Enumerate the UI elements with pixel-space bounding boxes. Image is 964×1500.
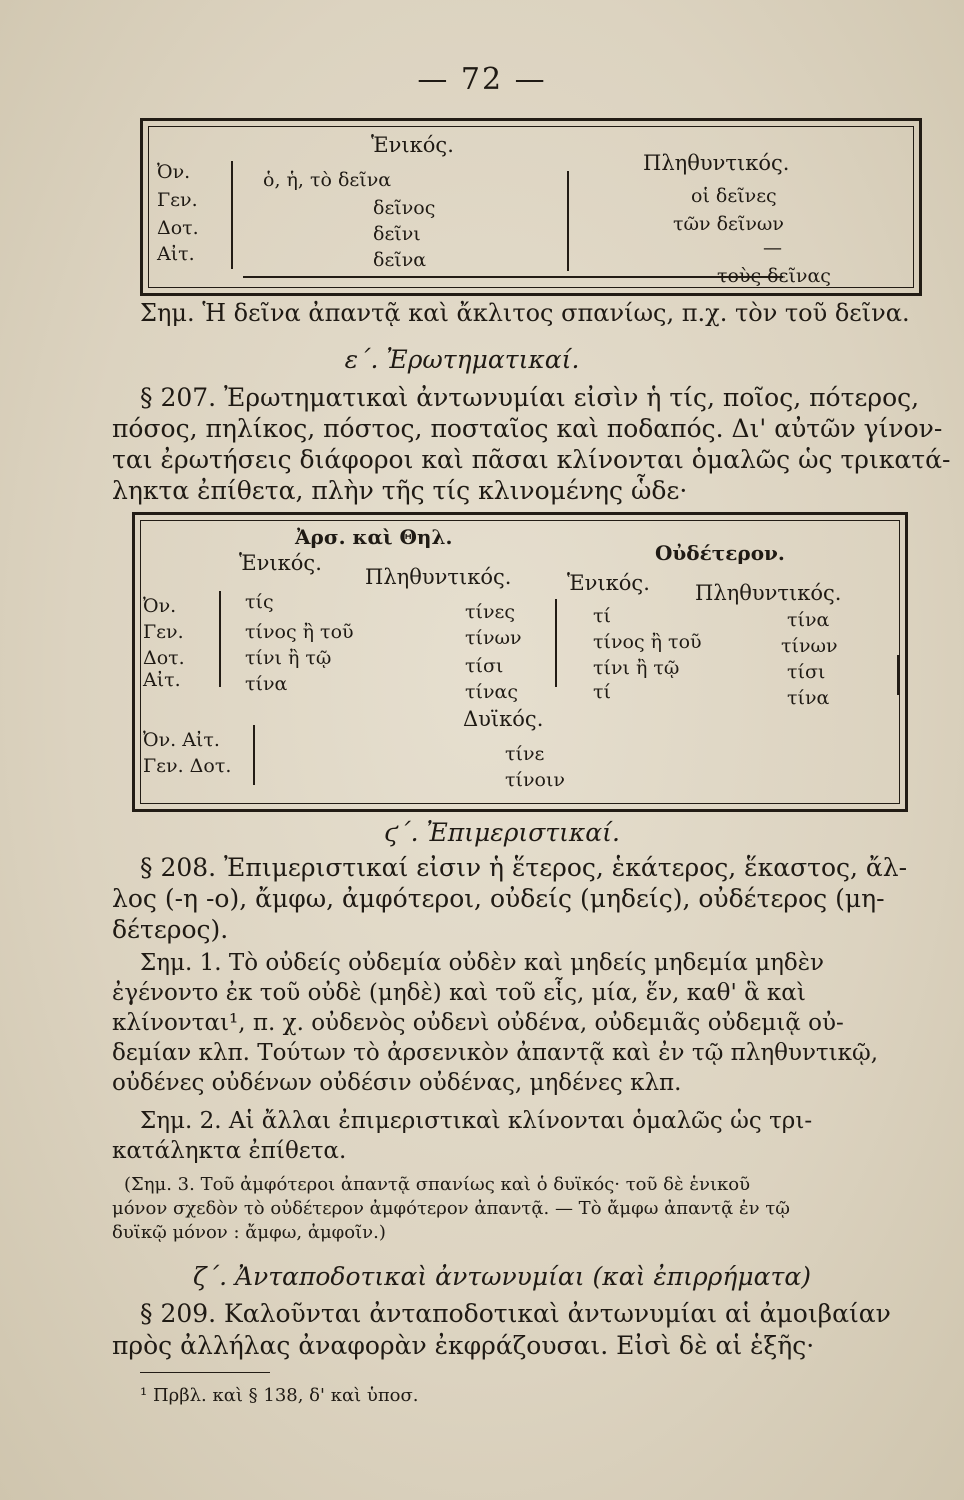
table2-n-sing-gen: τίνος ἢ τοῦ <box>593 631 702 653</box>
table1-plur-acc: τοὺς δεῖνας <box>717 265 831 287</box>
table2-n-plur-dat: τίσι <box>787 661 826 683</box>
note-deina: Σημ. Ἡ δεῖνα ἀπαντᾷ καὶ ἄκλιτος σπανίως, π.χ. τὸν τοῦ δεῖνα. <box>140 299 910 327</box>
table1-sing-nom: ὁ, ἡ, τὸ δεῖνα <box>263 169 392 191</box>
note-208-1-line4: δεμίαν κλπ. Τούτων τὸ ἀρσενικὸν ἀπαντᾷ καὶ ἐν τῷ πληθυντικῷ, <box>112 1040 879 1066</box>
table1-sing-acc: δεῖνα <box>373 249 427 271</box>
table1-plur-gen: τῶν δεῖνων <box>673 213 784 235</box>
table2-mf-sing-nom: τίς <box>245 591 274 613</box>
note-208-2-line2: κατάληκτα ἐπίθετα. <box>112 1138 347 1164</box>
table1-sing-dat: δεῖνι <box>373 223 421 245</box>
section-st-heading: ϛ΄. Ἐπιμεριστικαί. <box>384 818 620 847</box>
para-208-line2: λος (-η -ο), ἄμφω, ἀμφότεροι, οὐδείς (μηδείς), οὐδέτερος (μη- <box>112 884 885 913</box>
table2-n-sing-dat: τίνι ἢ τῷ <box>593 657 680 679</box>
table1-plur-dat: — <box>763 237 782 259</box>
note-208-1-line3: κλίνονται¹, π. χ. οὐδενὸς οὐδενὶ οὐδένα, οὐδεμιᾶς οὐδεμιᾷ οὐ- <box>112 1010 844 1036</box>
para-207-line4: ληκτα ἐπίθετα, πλὴν τῆς τίς κλινομένης ὧδε· <box>112 476 688 505</box>
table2-n-sing-acc: τί <box>593 681 611 703</box>
table2-n-plur-gen: τίνων <box>781 635 838 657</box>
table1-header-singular: Ἑνικός. <box>371 133 454 157</box>
table2-header-mf: Ἀρσ. καὶ Θηλ. <box>295 525 453 549</box>
para-208-line3: δέτερος). <box>112 915 229 944</box>
table2-case-gen: Γεν. <box>143 621 184 643</box>
table2-case-acc: Αἰτ. <box>143 669 181 691</box>
table2-mf-plur-nom: τίνες <box>465 601 515 623</box>
note-208-3-line1: (Σημ. 3. Τοῦ ἀμφότεροι ἀπαντᾷ σπανίως καὶ ὁ δυϊκός· τοῦ δὲ ἑνικοῦ <box>124 1174 751 1195</box>
table1-sing-gen: δεῖνος <box>373 197 436 219</box>
note-208-3-line3: δυϊκῷ μόνον : ἄμφω, ἀμφοῖν.) <box>112 1222 386 1243</box>
table2-n-plur-acc: τίνα <box>787 687 830 709</box>
page-number: — 72 — <box>417 62 547 97</box>
table1-case-acc: Αἰτ. <box>157 243 195 265</box>
table1-case-dat: Δοτ. <box>157 217 199 239</box>
footnote-rule <box>140 1372 270 1373</box>
note-208-1-line1: Σημ. 1. Τὸ οὐδείς οὐδεμία οὐδὲν καὶ μηδείς μηδεμία μηδὲν <box>140 950 825 976</box>
table1-header-plural: Πληθυντικός. <box>643 151 790 175</box>
table2-n-sing-nom: τί <box>593 605 611 627</box>
table2-case-nom: Ὀν. <box>143 595 177 617</box>
table2-header-neuter: Οὐδέτερον. <box>655 541 785 565</box>
table2-mf-plur-acc: τίνας <box>465 681 518 703</box>
table2-mf-sing-dat: τίνι ἢ τῷ <box>245 647 332 669</box>
para-208-line1: § 208. Ἐπιμεριστικαί εἰσιν ἡ ἕτερος, ἑκάτερος, ἕκαστος, ἄλ- <box>140 853 908 882</box>
footnote: ¹ Πρβλ. καὶ § 138, δ' καὶ ὑποσ. <box>140 1385 419 1406</box>
table1-plur-nom: οἱ δεῖνες <box>691 185 777 207</box>
declension-table-tis <box>132 512 908 812</box>
table2-dual-gen-dat: τίνοιν <box>505 769 565 791</box>
table2-mf-plur-dat: τίσι <box>465 655 504 677</box>
table2-dual-nom-acc: τίνε <box>505 743 545 765</box>
table2-n-plur-nom: τίνα <box>787 609 830 631</box>
note-208-2-line1: Σημ. 2. Αἱ ἄλλαι ἐπιμεριστικαὶ κλίνονται ὁμαλῶς ὡς τρι- <box>140 1108 813 1134</box>
para-207-line3: ται ἐρωτήσεις διάφοροι καὶ πᾶσαι κλίνονται ὁμαλῶς ὡς τρικατά- <box>112 445 951 474</box>
table2-dual-header: Δυϊκός. <box>463 707 544 731</box>
table2-sub-plur-n: Πληθυντικός. <box>695 581 842 605</box>
para-209-line1: § 209. Καλοῦνται ἀνταποδοτικαὶ ἀντωνυμίαι αἱ ἀμοιβαίαν <box>140 1299 891 1328</box>
para-207-line1: § 207. Ἐρωτηματικαὶ ἀντωνυμίαι εἰσὶν ἡ τίς, ποῖος, πότερος, <box>140 383 920 412</box>
table2-mf-plur-gen: τίνων <box>465 627 522 649</box>
para-209-line2: πρὸς ἀλλήλας ἀναφορὰν ἐκφράζουσαι. Εἰσὶ δὲ αἱ ἑξῆς· <box>112 1331 815 1360</box>
table2-mf-sing-gen: τίνος ἢ τοῦ <box>245 621 354 643</box>
table2-dual-case-gen-dat: Γεν. Δοτ. <box>143 755 232 777</box>
note-208-1-line5: οὐδένες οὐδένων οὐδέσιν οὐδένας, μηδένες κλπ. <box>112 1070 682 1096</box>
table1-case-nom: Ὀν. <box>157 161 191 183</box>
section-z-heading: ζ΄. Ἀνταποδοτικαὶ ἀντωνυμίαι (καὶ ἐπιρρήματα) <box>193 1262 811 1291</box>
para-207-line2: πόσος, πηλίκος, πόστος, ποσταῖος καὶ ποδαπός. Δι' αὐτῶν γίνον- <box>112 414 943 443</box>
table2-case-dat: Δοτ. <box>143 647 185 669</box>
declension-table-deina <box>140 118 922 296</box>
table2-mf-sing-acc: τίνα <box>245 673 288 695</box>
table1-case-gen: Γεν. <box>157 189 198 211</box>
table2-sub-sing-n: Ἑνικός. <box>567 571 650 595</box>
note-208-3-line2: μόνον σχεδὸν τὸ οὐδέτερον ἀμφότερον ἀπαντᾷ. — Τὸ ἄμφω ἀπαντᾷ ἐν τῷ <box>112 1198 790 1219</box>
section-e-heading: ε΄. Ἐρωτηματικαί. <box>344 345 580 374</box>
table2-sub-plur-mf: Πληθυντικός. <box>365 565 512 589</box>
table2-dual-case-nom-acc: Ὀν. Αἰτ. <box>143 729 220 751</box>
note-208-1-line2: ἐγένοντο ἐκ τοῦ οὐδὲ (μηδὲ) καὶ τοῦ εἷς, μία, ἕν, καθ' ἃ καὶ <box>112 980 806 1006</box>
table2-sub-sing-mf: Ἑνικός. <box>239 551 322 575</box>
